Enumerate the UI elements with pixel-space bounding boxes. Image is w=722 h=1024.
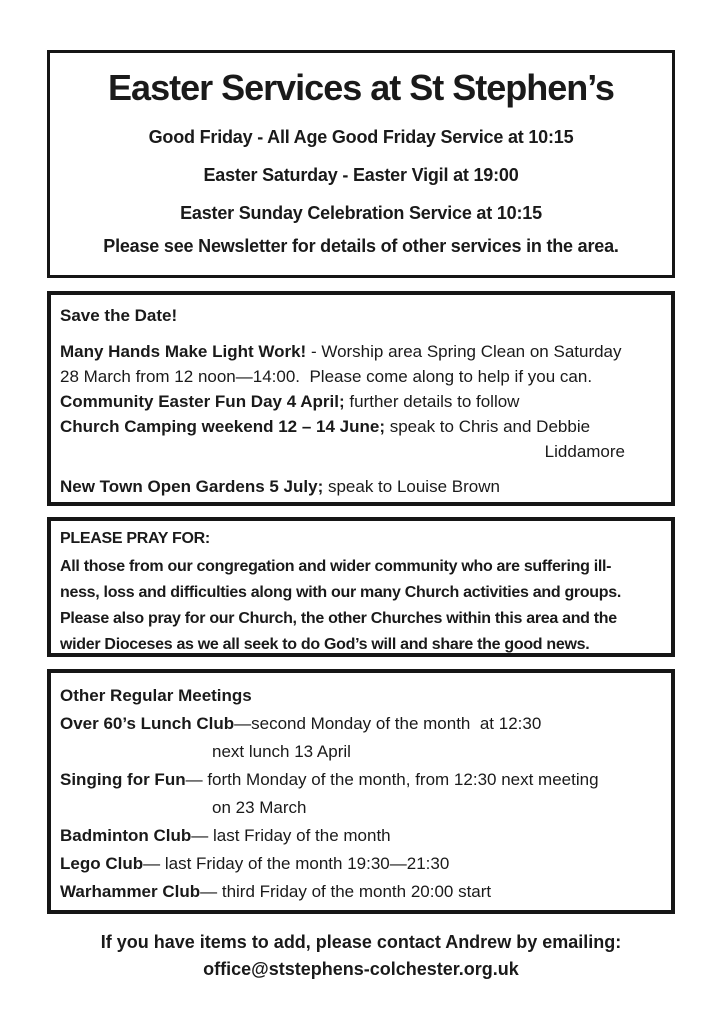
event-line-camping: [60, 414, 663, 439]
meeting-line-badminton: [60, 822, 663, 850]
regular-meetings-box: [47, 669, 675, 914]
event-line-spring-clean: [60, 339, 663, 364]
event-name: New Town Open Gardens 5 July;: [60, 477, 324, 496]
prayer-line: wider Dioceses as we all seek to do God’s will and share the good news.: [60, 636, 590, 653]
meeting-detail: — third Friday of the month 20:00 start: [200, 882, 492, 901]
prayer-line: Please also pray for our Church, the other Churches within this area and the: [60, 610, 617, 627]
meeting-line-singing-cont: [60, 794, 663, 822]
event-detail: speak to Chris and Debbie: [384, 417, 591, 436]
event-line-camping-surname: [60, 439, 663, 464]
email-address: office@ststephens-colchester.org.uk: [203, 959, 519, 979]
meeting-detail: on 23 March: [212, 798, 307, 817]
meeting-line-warhammer: [60, 878, 663, 906]
service-line-easter-sunday: Easter Sunday Celebration Service at 10:15: [180, 203, 542, 223]
club-name: Warhammer Club: [60, 882, 201, 901]
page-title: Easter Services at St Stephen’s: [108, 67, 614, 108]
easter-services-box: [47, 50, 675, 278]
club-name: Singing for Fun: [60, 770, 186, 789]
prayer-box: [47, 517, 675, 657]
event-line-open-gardens: [60, 474, 663, 499]
club-name: Lego Club: [60, 854, 144, 873]
footer-note: [0, 929, 722, 983]
meeting-detail: — forth Monday of the month, from 12:30 next meeting: [185, 770, 599, 789]
club-name: Over 60’s Lunch Club: [60, 714, 235, 733]
meeting-detail: —second Monday of the month at 12:30: [234, 714, 542, 733]
meeting-line-lunch-club: [60, 710, 663, 738]
event-detail: speak to Louise Brown: [323, 477, 500, 496]
event-name: Many Hands Make Light Work!: [60, 342, 307, 361]
service-line-easter-saturday: Easter Saturday - Easter Vigil at 19:00: [203, 165, 519, 185]
event-line-fun-day: [60, 389, 663, 414]
meeting-detail: — last Friday of the month 19:30—21:30: [143, 854, 450, 873]
club-name: Badminton Club: [60, 826, 192, 845]
event-line-spring-clean-cont: [60, 364, 663, 389]
event-detail: 28 March from 12 noon—14:00. Please come along to help if you can.: [60, 367, 593, 386]
prayer-line: All those from our congregation and wider community who are suffering ill-: [60, 558, 612, 575]
service-line-good-friday: Good Friday - All Age Good Friday Service at 10:15: [148, 127, 574, 147]
event-name: Church Camping weekend 12 – 14 June;: [60, 417, 385, 436]
meeting-line-lego: [60, 850, 663, 878]
meeting-detail: — last Friday of the month: [191, 826, 391, 845]
meeting-line-lunch-club-cont: [60, 738, 663, 766]
save-the-date-box: [47, 291, 675, 506]
meeting-detail: next lunch 13 April: [212, 742, 351, 761]
contact-instruction: If you have items to add, please contact Andrew by emailing:: [100, 932, 622, 952]
save-the-date-heading: Save the Date!: [60, 306, 178, 325]
event-detail: further details to follow: [344, 392, 520, 411]
event-detail: Liddamore: [544, 442, 625, 461]
event-name: Community Easter Fun Day 4 April;: [60, 392, 345, 411]
prayer-line: ness, loss and difficulties along with our many Church activities and groups.: [60, 584, 622, 601]
prayer-heading: PLEASE PRAY FOR:: [60, 530, 210, 547]
newsletter-note: Please see Newsletter for details of other services in the area.: [103, 236, 619, 256]
event-detail: - Worship area Spring Clean on Saturday: [306, 342, 622, 361]
meeting-line-singing: [60, 766, 663, 794]
meetings-heading: Other Regular Meetings: [60, 686, 252, 705]
